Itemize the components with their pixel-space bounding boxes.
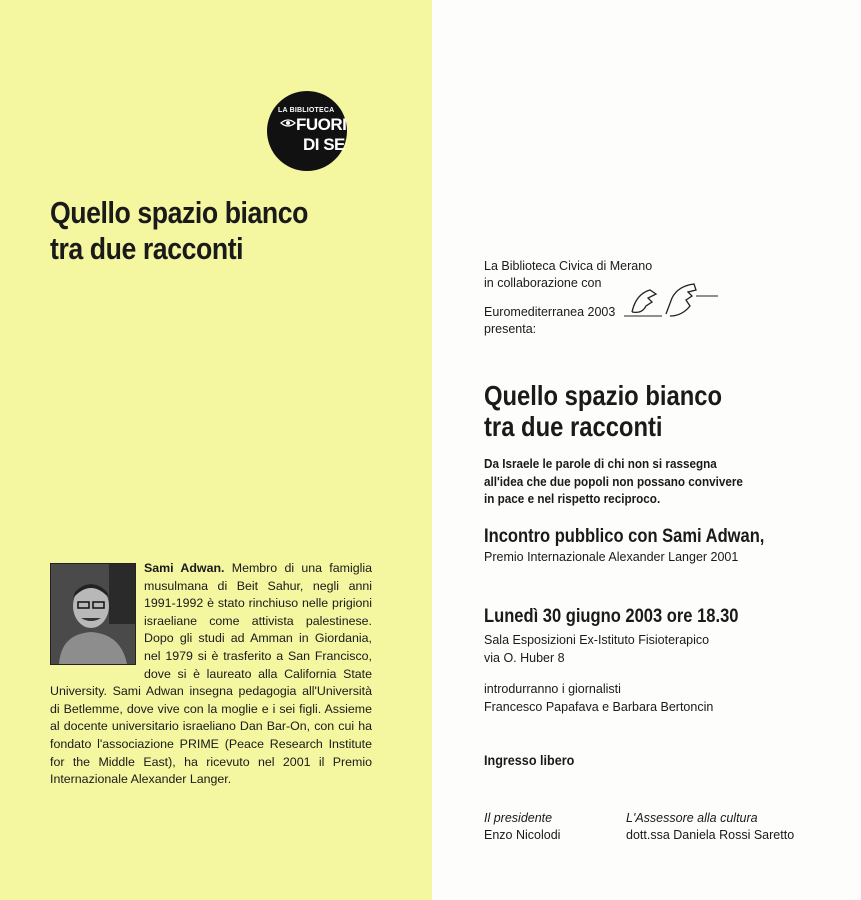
assessor-role: L'Assessore alla cultura <box>626 811 758 825</box>
logo-small-text: LA BIBLIOTECA <box>278 107 335 114</box>
eye-icon <box>280 117 296 129</box>
moderators-line-1: introdurranno i giornalisti <box>484 682 621 696</box>
event-heading: Incontro pubblico con Sami Adwan, <box>484 526 765 547</box>
president-role: Il presidente <box>484 811 553 825</box>
subtitle-line-2: all'idea che due popoli non possano convivere <box>484 473 743 489</box>
venue-line-1: Sala Esposizioni Ex-Istituto Fisioterapico <box>484 633 710 647</box>
intro-line-4: presenta: <box>484 322 537 336</box>
bio-text: Membro di una famiglia musulmana di Beit Sahur, negli anni 1991-1992 è stato rinchiuso nelle prigioni israeliane come attivista palestinese. Dopo gli studi ad Amman in Giordania, nel 1979 si è trasferito a San Francisco, dove si è laureato alla California State University. Sami Adwan insegna pedagogia all'Università di Betlemme, dove vive con la moglie e i sei figli. Assieme al docente universitario israeliano Dan Bar-On, con cui ha fondato l'associazione PRIME (Peace Research Institute for the Middle East), ha ricevuto nel 2001 il Premio Internazionale Alexander Langer. <box>50 561 372 787</box>
library-logo <box>267 91 347 171</box>
intro-line-1: La Biblioteca Civica di Merano <box>484 259 653 273</box>
left-title <box>50 195 308 267</box>
biography <box>50 560 372 789</box>
signature-assessor <box>626 810 794 844</box>
subtitle <box>484 455 743 508</box>
right-title <box>484 380 722 442</box>
event-subheading: Premio Internazionale Alexander Langer 2001 <box>484 550 739 564</box>
free-entry: Ingresso libero <box>484 752 575 768</box>
logo-word-1: FUORI <box>296 115 347 134</box>
intro-line-2: in collaborazione con <box>484 276 602 290</box>
subtitle-line-1: Da Israele le parole di chi non si rassegna <box>484 456 717 471</box>
subtitle-line-3: in pace e nel rispetto reciproco. <box>484 491 661 506</box>
moderators-line-2: Francesco Papafava e Barbara Bertoncin <box>484 700 714 714</box>
euromediterranea-sketch-logo <box>622 276 722 322</box>
intro-line-3: Euromediterranea 2003 <box>484 305 616 319</box>
left-title-line-2: tra due racconti <box>50 231 244 266</box>
venue-line-2: via O. Huber 8 <box>484 651 565 665</box>
right-title-line-1: Quello spazio bianco <box>484 380 723 411</box>
signature-president <box>484 810 560 844</box>
right-title-line-2: tra due racconti <box>484 411 663 442</box>
logo-word-2: DI SE <box>303 135 345 154</box>
bio-name: Sami Adwan. <box>144 561 225 575</box>
event-date: Lunedì 30 giugno 2003 ore 18.30 <box>484 606 739 627</box>
assessor-name: dott.ssa Daniela Rossi Saretto <box>626 828 795 842</box>
moderators <box>484 680 713 716</box>
president-name: Enzo Nicolodi <box>484 828 561 842</box>
left-title-line-1: Quello spazio bianco <box>50 195 309 230</box>
venue <box>484 631 709 667</box>
